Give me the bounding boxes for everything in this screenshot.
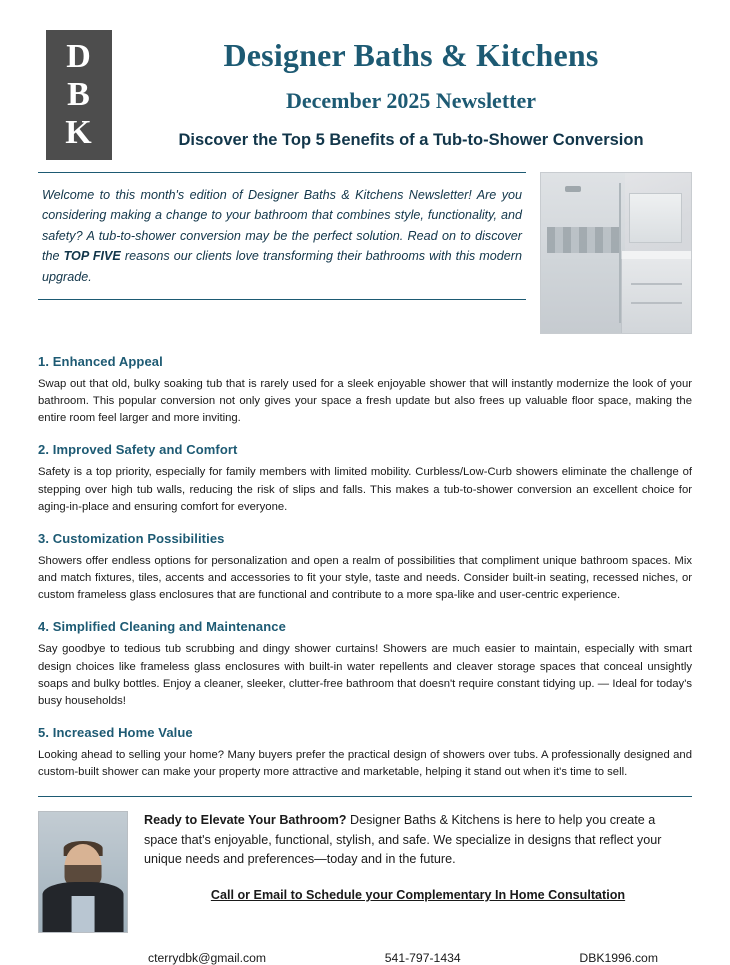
article-subheading: Discover the Top 5 Benefits of a Tub-to-Shower Conversion [178,131,644,150]
owner-headshot [38,811,128,933]
benefit-4-heading: 4. Simplified Cleaning and Maintenance [38,619,286,635]
benefit-3 [38,531,692,604]
benefit-1-body: Swap out that old, bulky soaking tub that is rarely used for a sleek enjoyable shower that will instantly modernize the look of your bathroom. This popular conversion not only gives your space a fresh update but also frees up valuable floor space, making the entire room feel larger and more inviting. [38,378,692,425]
benefit-3-body: Showers offer endless options for personalization and open a realm of possibilities that compliment unique bathroom spaces. Mix and match fixtures, tiles, accents and accessories to fit your style, taste and needs. Consider built-in seating, recessed niches, or custom frameless glass enclosures that are functional and contribute to a more spa-like and user-centric experience. [38,554,692,602]
cta-call-line: Call or Email to Schedule your Complementary In Home Consultation [210,887,626,902]
intro-line-1: Welcome to this month's edition of Designer Baths & Kitchens Newsletter! Are you considering making a change to your bathroom that combines style, functionality, and safety? A tub-to-shower conversion may be the perfect solution. Read on to discover the [42,188,522,264]
intro-line-2: reasons our clients love transforming their bathrooms with this modern upgrade. [42,249,523,284]
mirror [629,193,682,243]
logo-letter-b: B [67,75,91,113]
issue-title: December 2025 Newsletter [285,88,537,114]
logo-letter-k: K [65,114,93,152]
benefit-5-heading: 5. Increased Home Value [38,725,193,741]
header-text [130,30,692,151]
benefit-2-heading: 2. Improved Safety and Comfort [38,442,238,458]
footer-divider [38,796,692,797]
shower-head-icon [565,186,581,192]
intro-emphasis: TOP FIVE [63,249,121,264]
contact-website[interactable]: DBK1996.com [579,951,658,965]
benefit-1 [38,354,692,427]
cta-text [144,811,692,905]
benefit-3-heading: 3. Customization Possibilities [38,530,225,546]
cta-body-text: Designer Baths & Kitchens is here to help you create a space that's enjoyable, functional, stylish, and safe. We specialize in designs that reflect your unique needs and preferences—today and in the future. [144,813,662,867]
countertop [622,251,691,259]
vanity-drawer-line-2 [631,302,682,304]
contact-row [38,951,692,965]
shower-wall [541,173,625,333]
tile-niche [547,227,619,253]
vanity-drawer-line-1 [631,283,682,285]
bathroom-photo [540,172,692,334]
header [38,30,692,160]
cta-lead: Ready to Elevate Your Bathroom? [144,813,347,828]
dbk-logo [46,30,112,160]
benefit-2 [38,442,692,515]
contact-phone[interactable]: 541-797-1434 [384,951,461,965]
benefits-list [38,354,692,781]
benefit-5-body: Looking ahead to selling your home? Many buyers prefer the practical design of showers over tubs. A professionally designed and custom-built shower can make your property more attractive and marketable, helping it stand out when it's time to sell. [38,749,692,779]
intro-section [38,172,692,334]
intro-text-box [38,172,526,300]
cta-section [38,811,692,933]
contact-email[interactable]: cterrydbk@gmail.com [148,951,267,965]
vanity-cabinet [621,259,691,333]
benefit-5 [38,725,692,781]
benefit-1-heading: 1. Enhanced Appeal [38,354,163,369]
masthead-title: Designer Baths & Kitchens [223,37,599,73]
logo-letter-d: D [66,37,92,75]
benefit-2-body: Safety is a top priority, especially for family members with limited mobility. Curbless/Low-Curb showers eliminate the challenge of stepping over high tub walls, reducing the risk of slips and falls. This makes a tub-to-shower conversion an excellent choice for aging-in-place and ensuring comfort for everyone. [38,466,692,513]
benefit-4-body: Say goodbye to tedious tub scrubbing and dingy shower curtains! Showers are much easier to maintain, especially with smart design choices like frameless glass enclosures with built-in water repellents and cleaver storage spaces that conceal unsightly soaps and bulky bottles. Enjoy a cleaner, sleeker, clutter-free bathroom that doesn't require constant tidying up. — Ideal for today's busy households! [38,643,692,707]
benefit-4 [38,619,692,710]
intro-paragraph [42,185,522,287]
shirt-shape [72,896,95,932]
